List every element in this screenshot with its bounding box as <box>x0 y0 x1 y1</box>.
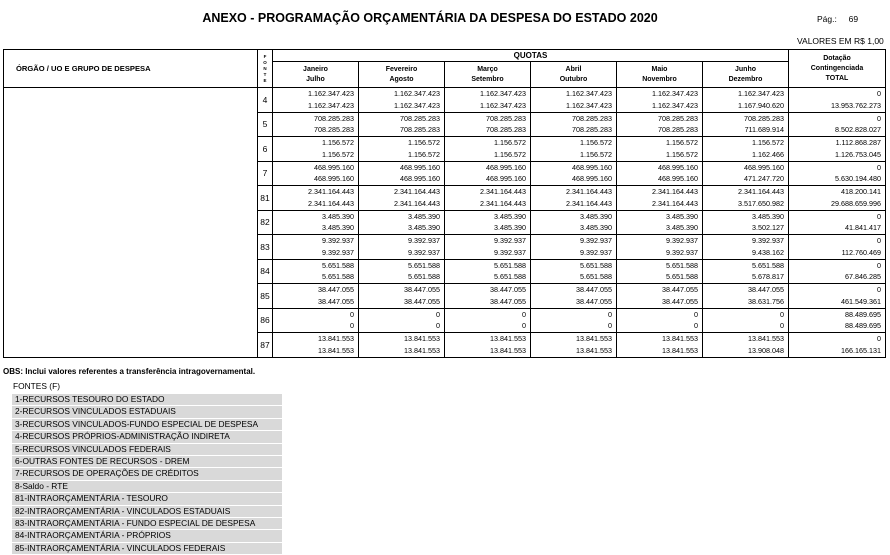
value-second-semester: 8.502.828.027 <box>835 125 881 135</box>
value-second-semester: 67.846.285 <box>845 272 881 282</box>
quota-cell <box>359 284 445 309</box>
total-header-line2: Contingenciada <box>810 64 864 72</box>
value-second-semester: 3.485.390 <box>666 223 698 233</box>
month-header-line2: Dezembro <box>728 75 763 83</box>
value-first-semester: 1.156.572 <box>666 138 698 148</box>
quota-cell <box>703 333 789 358</box>
quota-cell <box>531 112 617 137</box>
quota-cell <box>531 333 617 358</box>
value-first-semester: 708.285.283 <box>572 113 612 123</box>
quota-cell <box>531 137 617 162</box>
value-second-semester: 5.651.588 <box>580 272 612 282</box>
total-cell <box>789 333 886 358</box>
quotas-header: QUOTAS <box>273 50 789 62</box>
value-second-semester: 468.995.160 <box>572 174 612 184</box>
value-first-semester: 2.341.164.443 <box>652 187 698 197</box>
quota-cell <box>445 186 531 211</box>
quota-cell <box>445 210 531 235</box>
quota-cell <box>273 308 359 333</box>
month-header-line1: Janeiro <box>303 65 328 73</box>
value-second-semester: 9.392.937 <box>322 247 354 257</box>
value-second-semester: 13.841.553 <box>490 345 526 355</box>
fonte-legend-item: 6-OUTRAS FONTES DE RECURSOS - DREM <box>12 456 282 467</box>
value-second-semester: 468.995.160 <box>400 174 440 184</box>
month-header <box>617 62 703 88</box>
quota-cell <box>703 112 789 137</box>
value-first-semester: 3.485.390 <box>408 211 440 221</box>
total-cell <box>789 308 886 333</box>
table-row <box>4 88 886 113</box>
value-first-semester: 0 <box>877 260 881 270</box>
value-first-semester: 0 <box>877 236 881 246</box>
quota-cell <box>703 88 789 113</box>
fonte-cell: 82 <box>258 210 273 235</box>
quota-cell <box>359 259 445 284</box>
fonte-legend-item: 1-RECURSOS TESOURO DO ESTADO <box>12 394 282 405</box>
value-first-semester: 1.156.572 <box>494 138 526 148</box>
table-body <box>4 88 886 358</box>
value-second-semester: 5.651.588 <box>666 272 698 282</box>
value-first-semester: 5.651.588 <box>752 260 784 270</box>
value-first-semester: 468.995.160 <box>486 162 526 172</box>
value-first-semester: 3.485.390 <box>580 211 612 221</box>
quota-cell <box>273 333 359 358</box>
month-header-line1: Março <box>477 65 498 73</box>
value-second-semester: 38.447.055 <box>318 296 354 306</box>
value-second-semester: 468.995.160 <box>658 174 698 184</box>
quota-cell <box>445 284 531 309</box>
value-first-semester: 9.392.937 <box>322 236 354 246</box>
value-first-semester: 468.995.160 <box>314 162 354 172</box>
value-first-semester: 708.285.283 <box>314 113 354 123</box>
quota-cell <box>703 259 789 284</box>
value-first-semester: 2.341.164.443 <box>566 187 612 197</box>
quota-cell <box>359 88 445 113</box>
value-second-semester: 708.285.283 <box>486 125 526 135</box>
value-first-semester: 1.162.347.423 <box>652 89 698 99</box>
value-second-semester: 1.162.347.423 <box>394 100 440 110</box>
value-second-semester: 468.995.160 <box>314 174 354 184</box>
value-first-semester: 1.162.347.423 <box>394 89 440 99</box>
fonte-legend-item: 82-INTRAORÇAMENTÁRIA - VINCULADOS ESTADUAIS <box>12 506 282 517</box>
quota-cell <box>531 161 617 186</box>
value-first-semester: 3.485.390 <box>322 211 354 221</box>
value-first-semester: 13.841.553 <box>318 334 354 344</box>
total-cell <box>789 235 886 260</box>
value-second-semester: 5.678.817 <box>752 272 784 282</box>
total-cell <box>789 112 886 137</box>
quota-cell <box>445 259 531 284</box>
value-second-semester: 2.341.164.443 <box>308 198 354 208</box>
quota-cell <box>445 88 531 113</box>
value-first-semester: 13.841.553 <box>490 334 526 344</box>
value-first-semester: 2.341.164.443 <box>480 187 526 197</box>
value-second-semester: 708.285.283 <box>658 125 698 135</box>
value-second-semester: 461.549.361 <box>841 296 881 306</box>
quota-cell <box>531 210 617 235</box>
value-second-semester: 1.156.572 <box>580 149 612 159</box>
value-second-semester: 1.162.347.423 <box>308 100 354 110</box>
quota-cell <box>617 210 703 235</box>
value-second-semester: 468.995.160 <box>486 174 526 184</box>
fonte-legend-item: 81-INTRAORÇAMENTÁRIA - TESOURO <box>12 493 282 504</box>
value-second-semester: 708.285.283 <box>400 125 440 135</box>
quota-cell <box>617 88 703 113</box>
quota-cell <box>617 259 703 284</box>
fonte-cell: 87 <box>258 333 273 358</box>
value-first-semester: 0 <box>350 309 354 319</box>
value-second-semester: 166.165.131 <box>841 345 881 355</box>
total-cell <box>789 284 886 309</box>
month-header <box>445 62 531 88</box>
month-header-line2: Novembro <box>642 75 677 83</box>
value-second-semester: 3.485.390 <box>408 223 440 233</box>
page-label: Pág.: <box>817 14 837 24</box>
org-header: ÓRGÃO / UO E GRUPO DE DESPESA <box>4 50 258 88</box>
quota-cell <box>617 284 703 309</box>
value-first-semester: 1.156.572 <box>408 138 440 148</box>
value-second-semester: 1.162.347.423 <box>652 100 698 110</box>
quota-cell <box>703 137 789 162</box>
total-cell <box>789 161 886 186</box>
value-second-semester: 0 <box>780 321 784 331</box>
fonte-legend-item: 83-INTRAORÇAMENTÁRIA - FUNDO ESPECIAL DE DESPESA <box>12 518 282 529</box>
quota-cell <box>445 161 531 186</box>
value-second-semester: 38.447.055 <box>404 296 440 306</box>
value-second-semester: 5.630.194.480 <box>835 174 881 184</box>
fonte-cell: 4 <box>258 88 273 113</box>
quota-cell <box>703 284 789 309</box>
quota-cell <box>617 235 703 260</box>
quota-cell <box>703 235 789 260</box>
value-first-semester: 9.392.937 <box>494 236 526 246</box>
value-second-semester: 1.162.347.423 <box>566 100 612 110</box>
value-first-semester: 708.285.283 <box>486 113 526 123</box>
value-first-semester: 9.392.937 <box>752 236 784 246</box>
fonte-legend-item: 85-INTRAORÇAMENTÁRIA - VINCULADOS FEDERAIS <box>12 543 282 554</box>
month-header <box>703 62 789 88</box>
value-first-semester: 1.162.347.423 <box>308 89 354 99</box>
value-second-semester: 9.392.937 <box>580 247 612 257</box>
quota-cell <box>531 88 617 113</box>
value-first-semester: 468.995.160 <box>400 162 440 172</box>
month-header <box>273 62 359 88</box>
value-second-semester: 9.392.937 <box>408 247 440 257</box>
total-cell <box>789 210 886 235</box>
value-second-semester: 711.689.914 <box>744 125 784 135</box>
value-first-semester: 38.447.055 <box>318 285 354 295</box>
fonte-header-text: F O N T E <box>263 53 267 83</box>
value-first-semester: 88.489.695 <box>845 309 881 319</box>
quota-cell <box>273 210 359 235</box>
fontes-title: FONTES (F) <box>13 381 60 391</box>
quota-cell <box>273 88 359 113</box>
quota-cell <box>531 186 617 211</box>
fonte-cell: 85 <box>258 284 273 309</box>
total-header <box>789 50 886 88</box>
value-second-semester: 1.162.466 <box>752 149 784 159</box>
month-header-line2: Setembro <box>471 75 504 83</box>
fonte-cell: 81 <box>258 186 273 211</box>
total-header-line1: Dotação <box>823 54 851 62</box>
value-second-semester: 41.841.417 <box>845 223 881 233</box>
quota-cell <box>531 284 617 309</box>
value-second-semester: 13.841.553 <box>318 345 354 355</box>
value-first-semester: 0 <box>436 309 440 319</box>
value-second-semester: 1.126.753.045 <box>835 149 881 159</box>
fonte-legend-item: 2-RECURSOS VINCULADOS ESTADUAIS <box>12 406 282 417</box>
quota-cell <box>273 112 359 137</box>
fonte-header <box>258 50 273 88</box>
value-second-semester: 38.447.055 <box>662 296 698 306</box>
fonte-cell: 7 <box>258 161 273 186</box>
value-second-semester: 9.438.162 <box>752 247 784 257</box>
value-first-semester: 38.447.055 <box>576 285 612 295</box>
value-first-semester: 5.651.588 <box>494 260 526 270</box>
month-header-line1: Maio <box>651 65 668 73</box>
value-first-semester: 0 <box>608 309 612 319</box>
quota-cell <box>359 137 445 162</box>
value-first-semester: 468.995.160 <box>658 162 698 172</box>
quota-cell <box>359 186 445 211</box>
value-first-semester: 5.651.588 <box>322 260 354 270</box>
page-title: ANEXO - PROGRAMAÇÃO ORÇAMENTÁRIA DA DESPESA DO ESTADO 2020 <box>202 11 658 25</box>
value-first-semester: 0 <box>877 285 881 295</box>
value-second-semester: 9.392.937 <box>494 247 526 257</box>
value-first-semester: 0 <box>694 309 698 319</box>
value-second-semester: 3.485.390 <box>494 223 526 233</box>
value-first-semester: 418.200.141 <box>841 187 881 197</box>
month-header <box>359 62 445 88</box>
value-second-semester: 2.341.164.443 <box>394 198 440 208</box>
value-first-semester: 0 <box>522 309 526 319</box>
value-first-semester: 38.447.055 <box>662 285 698 295</box>
page-value: 69 <box>848 14 859 24</box>
value-second-semester: 1.156.572 <box>666 149 698 159</box>
value-second-semester: 3.485.390 <box>580 223 612 233</box>
value-first-semester: 468.995.160 <box>572 162 612 172</box>
value-second-semester: 38.447.055 <box>490 296 526 306</box>
quota-cell <box>531 308 617 333</box>
quota-cell <box>531 259 617 284</box>
value-first-semester: 1.162.347.423 <box>566 89 612 99</box>
value-second-semester: 1.162.347.423 <box>480 100 526 110</box>
value-first-semester: 2.341.164.443 <box>394 187 440 197</box>
quota-cell <box>445 112 531 137</box>
value-first-semester: 0 <box>877 211 881 221</box>
value-second-semester: 3.502.127 <box>752 223 784 233</box>
quota-cell <box>617 112 703 137</box>
value-first-semester: 708.285.283 <box>658 113 698 123</box>
value-first-semester: 0 <box>877 162 881 172</box>
quota-cell <box>617 308 703 333</box>
fonte-legend-item: 3-RECURSOS VINCULADOS-FUNDO ESPECIAL DE DESPESA <box>12 419 282 430</box>
quota-cell <box>273 284 359 309</box>
value-second-semester: 5.651.588 <box>494 272 526 282</box>
quota-cell <box>359 210 445 235</box>
total-header-line3: TOTAL <box>825 74 849 82</box>
quota-cell <box>273 186 359 211</box>
month-header-line2: Julho <box>306 75 325 83</box>
value-first-semester: 13.841.553 <box>662 334 698 344</box>
budget-table <box>3 49 886 358</box>
value-first-semester: 13.841.553 <box>404 334 440 344</box>
value-first-semester: 0 <box>877 113 881 123</box>
value-second-semester: 2.341.164.443 <box>652 198 698 208</box>
quota-cell <box>445 137 531 162</box>
value-first-semester: 708.285.283 <box>744 113 784 123</box>
value-second-semester: 0 <box>608 321 612 331</box>
value-first-semester: 2.341.164.443 <box>308 187 354 197</box>
quota-cell <box>617 186 703 211</box>
total-cell <box>789 137 886 162</box>
value-first-semester: 1.156.572 <box>752 138 784 148</box>
fonte-legend-item: 84-INTRAORÇAMENTÁRIA - PRÓPRIOS <box>12 530 282 541</box>
value-second-semester: 0 <box>694 321 698 331</box>
month-header <box>531 62 617 88</box>
value-second-semester: 1.156.572 <box>494 149 526 159</box>
value-first-semester: 1.156.572 <box>322 138 354 148</box>
month-header-line2: Outubro <box>559 75 588 83</box>
value-first-semester: 9.392.937 <box>580 236 612 246</box>
fonte-legend-item: 5-RECURSOS VINCULADOS FEDERAIS <box>12 444 282 455</box>
value-first-semester: 0 <box>877 89 881 99</box>
page-number <box>817 14 858 24</box>
value-second-semester: 5.651.588 <box>408 272 440 282</box>
total-cell <box>789 259 886 284</box>
value-second-semester: 13.908.048 <box>748 345 784 355</box>
fonte-cell: 5 <box>258 112 273 137</box>
quota-cell <box>531 235 617 260</box>
quota-cell <box>359 235 445 260</box>
total-cell <box>789 186 886 211</box>
value-first-semester: 13.841.553 <box>748 334 784 344</box>
value-first-semester: 38.447.055 <box>748 285 784 295</box>
quota-cell <box>359 308 445 333</box>
value-first-semester: 2.341.164.443 <box>738 187 784 197</box>
fonte-cell: 84 <box>258 259 273 284</box>
value-first-semester: 708.285.283 <box>400 113 440 123</box>
value-first-semester: 3.485.390 <box>752 211 784 221</box>
value-first-semester: 9.392.937 <box>408 236 440 246</box>
currency-note: VALORES EM R$ 1,00 <box>797 36 884 46</box>
value-first-semester: 5.651.588 <box>408 260 440 270</box>
value-second-semester: 9.392.937 <box>666 247 698 257</box>
fonte-cell: 83 <box>258 235 273 260</box>
quota-cell <box>703 186 789 211</box>
fontes-legend <box>12 394 282 555</box>
month-header-line2: Agosto <box>389 75 414 83</box>
value-second-semester: 2.341.164.443 <box>566 198 612 208</box>
month-header-line1: Fevereiro <box>385 65 418 73</box>
value-second-semester: 2.341.164.443 <box>480 198 526 208</box>
value-second-semester: 471.247.720 <box>744 174 784 184</box>
quota-cell <box>445 308 531 333</box>
quota-cell <box>703 210 789 235</box>
fonte-legend-item: 8-Saldo - RTE <box>12 481 282 492</box>
quota-cell <box>617 137 703 162</box>
value-first-semester: 13.841.553 <box>576 334 612 344</box>
quota-cell <box>273 137 359 162</box>
value-second-semester: 13.953.762.273 <box>831 100 881 110</box>
value-second-semester: 13.841.553 <box>576 345 612 355</box>
value-second-semester: 0 <box>436 321 440 331</box>
value-second-semester: 5.651.588 <box>322 272 354 282</box>
value-first-semester: 1.162.347.423 <box>738 89 784 99</box>
quota-cell <box>703 308 789 333</box>
quota-cell <box>703 161 789 186</box>
value-first-semester: 1.156.572 <box>580 138 612 148</box>
value-second-semester: 0 <box>522 321 526 331</box>
value-second-semester: 1.167.940.620 <box>738 100 784 110</box>
quota-cell <box>273 161 359 186</box>
month-header-line1: Junho <box>735 65 756 73</box>
quota-cell <box>617 161 703 186</box>
value-second-semester: 1.156.572 <box>408 149 440 159</box>
month-header-line1: Abril <box>565 65 582 73</box>
value-second-semester: 3.517.650.982 <box>738 198 784 208</box>
value-first-semester: 3.485.390 <box>666 211 698 221</box>
value-second-semester: 88.489.695 <box>845 321 881 331</box>
value-second-semester: 112.760.469 <box>841 247 881 257</box>
value-first-semester: 1.112.868.287 <box>835 138 881 148</box>
fonte-legend-item: 4-RECURSOS PRÓPRIOS-ADMINISTRAÇÃO INDIRETA <box>12 431 282 442</box>
value-second-semester: 38.631.756 <box>748 296 784 306</box>
fonte-legend-item: 7-RECURSOS DE OPERAÇÕES DE CRÉDITOS <box>12 468 282 479</box>
value-first-semester: 0 <box>877 334 881 344</box>
value-first-semester: 0 <box>780 309 784 319</box>
org-cell <box>4 88 258 358</box>
value-first-semester: 5.651.588 <box>580 260 612 270</box>
value-first-semester: 38.447.055 <box>404 285 440 295</box>
quota-cell <box>617 333 703 358</box>
value-first-semester: 1.162.347.423 <box>480 89 526 99</box>
value-second-semester: 1.156.572 <box>322 149 354 159</box>
fonte-cell: 86 <box>258 308 273 333</box>
value-second-semester: 708.285.283 <box>314 125 354 135</box>
value-second-semester: 13.841.553 <box>662 345 698 355</box>
value-second-semester: 13.841.553 <box>404 345 440 355</box>
value-second-semester: 38.447.055 <box>576 296 612 306</box>
quota-cell <box>359 333 445 358</box>
quota-cell <box>273 235 359 260</box>
value-second-semester: 29.688.659.996 <box>831 198 881 208</box>
quota-cell <box>445 333 531 358</box>
value-second-semester: 3.485.390 <box>322 223 354 233</box>
value-first-semester: 468.995.160 <box>744 162 784 172</box>
fonte-cell: 6 <box>258 137 273 162</box>
obs-note: OBS: Inclui valores referentes a transferência intragovernamental. <box>3 367 256 376</box>
value-first-semester: 38.447.055 <box>490 285 526 295</box>
value-second-semester: 0 <box>350 321 354 331</box>
value-first-semester: 9.392.937 <box>666 236 698 246</box>
value-first-semester: 3.485.390 <box>494 211 526 221</box>
value-first-semester: 5.651.588 <box>666 260 698 270</box>
value-second-semester: 708.285.283 <box>572 125 612 135</box>
quota-cell <box>273 259 359 284</box>
quota-cell <box>359 161 445 186</box>
quota-cell <box>359 112 445 137</box>
total-cell <box>789 88 886 113</box>
quota-cell <box>445 235 531 260</box>
